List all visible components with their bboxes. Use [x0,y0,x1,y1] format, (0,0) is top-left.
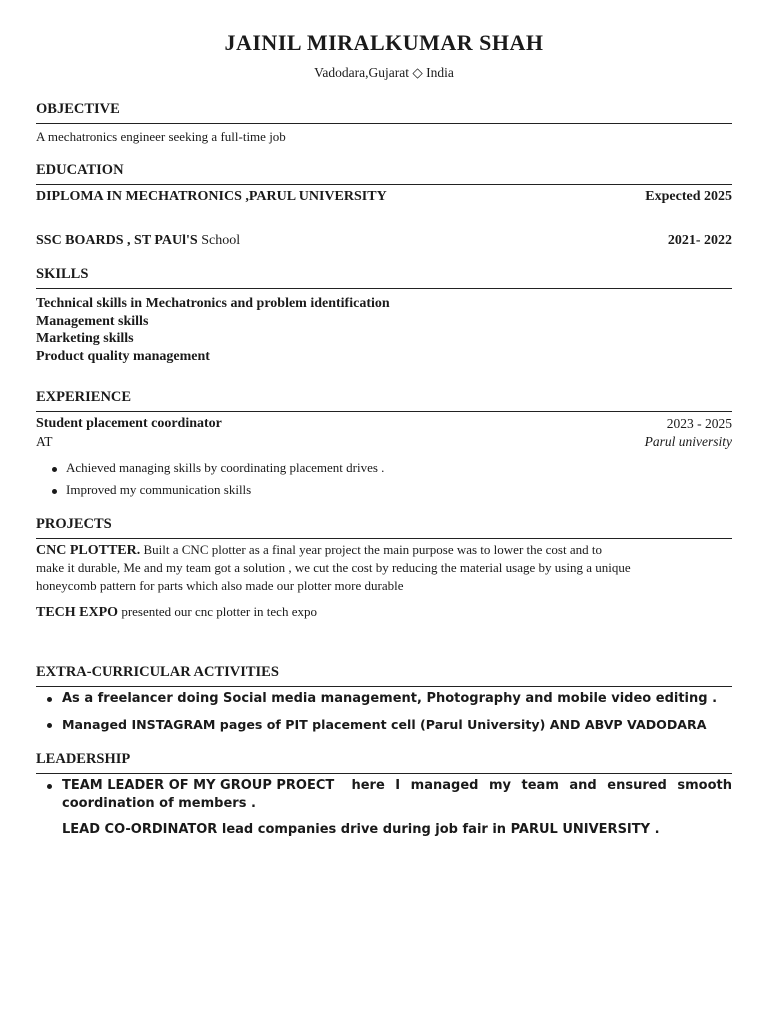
skill-item: Management skills [36,314,149,329]
extracurricular-item: As a freelancer doing Social media management, Photography and mobile video editing . [62,691,718,706]
project-desc-line: presented our cnc plotter in tech expo [121,604,317,619]
experience-dates: 2023 - 2025 [666,416,732,431]
project-cnc-line-1 [36,542,732,559]
section-rule [36,686,732,687]
extracurricular-item: Managed INSTAGRAM pages of PIT placement cell (Parul University) AND ABVP VADODARA [62,717,707,732]
section-title-leadership: LEADERSHIP [36,751,131,767]
education-date-1: Expected 2025 [645,189,732,204]
skill-item: Marketing skills [36,331,134,346]
bullet-icon [47,723,52,728]
objective-text: A mechatronics engineer seeking a full-time job [36,129,286,144]
skill-item: Technical skills in Mechatronics and problem identification [36,296,390,311]
education-date-2: 2021- 2022 [667,233,732,248]
section-title-objective: OBJECTIVE [36,101,120,117]
leadership-item-2 [62,822,732,837]
project-desc-line: make it durable, Me and my team got a solution , we cut the cost by reducing the material usage by using a unique [36,560,631,575]
education-degree-1: DIPLOMA IN MECHATRONICS ,PARUL UNIVERSITY [36,189,387,204]
project-desc-line: Built a CNC plotter as a final year project the main purpose was to lower the cost and to [143,542,602,557]
bullet-icon [52,467,57,472]
section-title-projects: PROJECTS [36,516,112,532]
project-name: TECH EXPO [36,605,119,620]
section-rule [36,411,732,412]
project-desc-line: honeycomb pattern for parts which also made our plotter more durable [36,578,404,593]
section-rule [36,773,732,774]
bullet-icon [52,489,57,494]
experience-role: Student placement coordinator [36,416,222,431]
leadership-desc: lead companies drive during job fair in PARUL UNIVERSITY . [221,822,660,837]
section-title-skills: SKILLS [36,266,89,282]
experience-org: Parul university [644,434,732,449]
candidate-name: JAINIL MIRALKUMAR SHAH [224,30,544,55]
project-techexpo [36,604,732,621]
section-rule [36,538,732,539]
section-rule [36,123,732,124]
leadership-desc-cont: coordination of members . [62,796,256,811]
leadership-role: LEAD CO-ORDINATOR [62,822,218,837]
section-title-experience: EXPERIENCE [36,389,132,405]
bullet-icon [47,697,52,702]
skill-item: Product quality management [36,349,210,364]
leadership-role: TEAM LEADER OF MY GROUP PROECT [62,778,335,793]
project-name: CNC PLOTTER. [36,543,141,558]
section-title-education: EDUCATION [36,162,124,178]
experience-place: AT [36,434,53,449]
section-rule [36,288,732,289]
section-rule [36,184,732,185]
bullet-icon [47,784,52,789]
experience-bullet: Achieved managing skills by coordinating placement drives . [66,460,385,475]
candidate-location: Vadodara,Gujarat ◇ India [314,65,454,80]
section-title-extracurricular: EXTRA-CURRICULAR ACTIVITIES [36,664,279,680]
leadership-item-1-line-1 [62,778,732,793]
experience-bullet: Improved my communication skills [66,482,252,497]
education-degree-2: SSC BOARDS , ST PAUl'S School [36,233,241,248]
leadership-desc: here I managed my team and ensured smooth [351,778,732,793]
